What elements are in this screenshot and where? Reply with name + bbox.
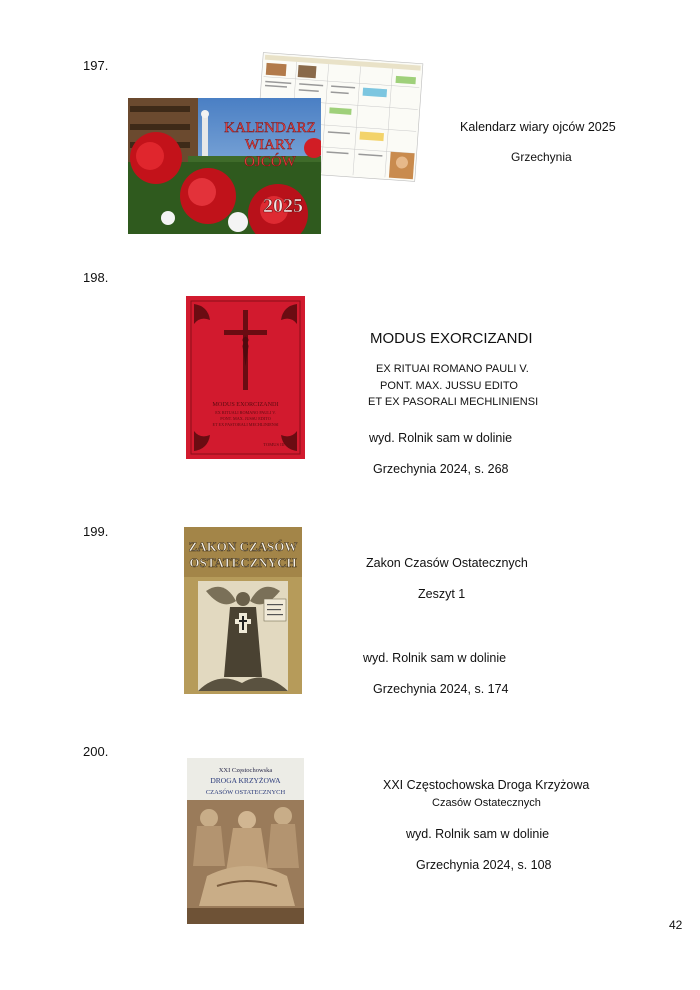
entry-publisher: wyd. Rolnik sam w dolinie <box>363 651 507 665</box>
entry-title: Kalendarz wiary ojców 2025 <box>460 120 616 134</box>
entry-subtitle: Czasów Ostatecznych <box>432 797 541 809</box>
entry-imprint: Grzechynia 2024, s. 268 <box>373 462 509 476</box>
entry-title: MODUS EXORCIZANDI <box>370 330 533 347</box>
entry-number: 200. <box>83 744 109 759</box>
modus-cover-line3: ET EX PASTORALI MECHLINIENSI <box>212 422 279 427</box>
droga-cover-line3: CZASÓW OSTATECZNYCH <box>205 789 286 796</box>
zakon-cover-image <box>184 527 302 694</box>
entry-number: 197. <box>83 58 109 73</box>
entry-number: 199. <box>83 524 109 539</box>
modus-exorcizandi-cover-image <box>186 296 305 459</box>
entry-imprint: Grzechynia 2024, s. 108 <box>416 858 552 872</box>
entry-subtitle-line3: ET EX PASORALI MECHLINIENSI <box>368 396 539 408</box>
entry-publisher: wyd. Rolnik sam w dolinie <box>406 827 550 841</box>
entry-subtitle-line1: EX RITUAI ROMANO PAULI V. <box>376 363 529 375</box>
zakon-cover-title-line1: ZAKON CZASÓW <box>188 539 298 554</box>
zakon-cover-title-line2: OSTATECZNYCH <box>189 555 297 570</box>
page-number: 42 <box>669 918 683 932</box>
entry-subtitle: Zeszyt 1 <box>418 587 466 601</box>
calendar-cover-year: 2025 <box>263 195 303 217</box>
entry-title: Zakon Czasów Ostatecznych <box>366 556 528 570</box>
entry-subtitle-line2: PONT. MAX. JUSSU EDITO <box>380 380 518 392</box>
calendar-cover-title-line3: OJCÓW <box>244 154 296 170</box>
entry-number: 198. <box>83 270 109 285</box>
calendar-cover-title-line2: WIARY <box>245 137 295 153</box>
entry-imprint: Grzechynia 2024, s. 174 <box>373 682 509 696</box>
modus-cover-title: MODUS EXORCIZANDI <box>212 401 279 408</box>
calendar-cover-image <box>128 98 321 234</box>
droga-cover-line1: XXI Częstochowska <box>218 767 273 774</box>
calendar-cover-title-line1: KALENDARZ <box>224 120 316 136</box>
entry-title: XXI Częstochowska Droga Krzyżowa <box>383 778 590 792</box>
entry-publisher: wyd. Rolnik sam w dolinie <box>369 431 513 445</box>
droga-cover-line2: DROGA KRZYŻOWA <box>210 776 281 785</box>
entry-place: Grzechynia <box>511 150 572 164</box>
modus-cover-line2: PONT. MAX. JUSSU EDITO <box>220 416 271 421</box>
droga-krzyzowa-cover-image <box>187 758 304 924</box>
modus-cover-line1: EX RITUALI ROMANO PAULI V. <box>215 410 276 415</box>
modus-cover-tome: TOMUS III <box>263 442 285 447</box>
